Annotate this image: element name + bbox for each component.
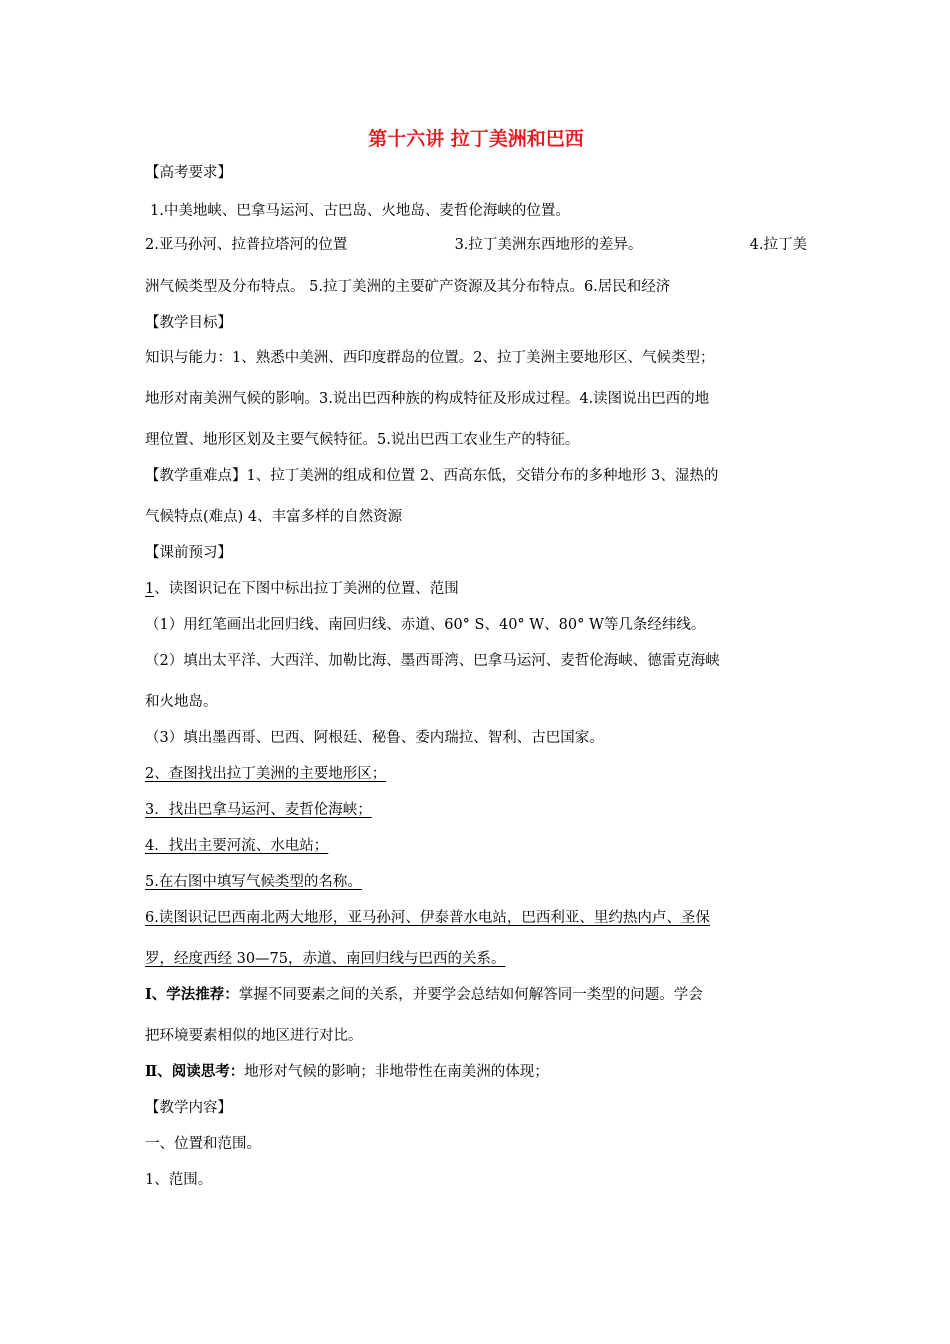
document-page: [145, 0, 807, 1344]
reading-line: [145, 1062, 549, 1082]
content-subsection-1-1: 1、范围。: [145, 1172, 213, 1188]
goal-line-3: 理位置、地形区划及主要气候特征。5.说出巴西工农业生产的特征。: [145, 432, 580, 448]
preview-item-1b: （2）填出太平洋、大西洋、加勒比海、墨西哥湾、巴拿马运河、麦哲伦海峡、德雷克海峡: [145, 653, 720, 669]
preview-item-4: 4．找出主要河流、水电站；: [145, 838, 329, 854]
key-points-line-1: 【教学重难点】1、拉丁美洲的组成和位置 2、西高东低，交错分布的多种地形 3、湿热的: [145, 468, 719, 484]
preview-item-5: 5.在右图中填写气候类型的名称。: [145, 874, 362, 890]
preview-item-1c: （3）填出墨西哥、巴西、阿根廷、秘鲁、委内瑞拉、智利、古巴国家。: [145, 730, 604, 746]
goal-line-1: 知识与能力：1、熟悉中美洲、西印度群岛的位置。2、拉丁美洲主要地形区、气候类型；: [145, 350, 715, 366]
preview-item-1a: （1）用红笔画出北回归线、南回归线、赤道、60° S、40° W、80° W等几条经纬线。: [145, 617, 706, 633]
preview-item-3: 3．找出巴拿马运河、麦哲伦海峡；: [145, 802, 372, 818]
gaokao-item-3: 3.拉丁美洲东西地形的差异。: [454, 237, 643, 253]
reading-label: Ⅱ、阅读思考：: [145, 1063, 245, 1080]
preview-item-6-line-1: 6.读图识记巴西南北两大地形，亚马孙河、伊泰普水电站，巴西利亚、里约热内卢、圣保: [145, 910, 710, 926]
goal-heading: 【教学目标】: [145, 315, 232, 331]
preview-item-1b-cont: 和火地岛。: [145, 694, 218, 710]
gaokao-item-4: 4.拉丁美: [749, 237, 807, 253]
preview-heading: 【课前预习】: [145, 545, 232, 561]
method-line-1: [145, 985, 703, 1005]
preview-item-6-line-2: 罗，经度西经 30—75，赤道、南回归线与巴西的关系。: [145, 951, 506, 967]
content-heading: 【教学内容】: [145, 1100, 232, 1116]
goal-line-2: 地形对南美洲气候的影响。3.说出巴西种族的构成特征及形成过程。4.读图说出巴西的地: [145, 391, 710, 407]
gaokao-item-row-2: [145, 235, 807, 255]
preview-item-2: 2、查图找出拉丁美洲的主要地形区；: [145, 766, 387, 782]
gaokao-item-row-3: 洲气候类型及分布特点。 5.拉丁美洲的主要矿产资源及其分布特点。6.居民和经济: [145, 279, 671, 295]
preview-item-1-text: 、读图识记在下图中标出拉丁美洲的位置、范围: [154, 581, 459, 597]
key-points-line-2: 气候特点(难点) 4、丰富多样的自然资源: [145, 509, 403, 525]
preview-item-1-number: 1: [145, 581, 155, 597]
reading-text: 地形对气候的影响；非地带性在南美洲的体现；: [244, 1064, 549, 1080]
method-line-2: 把环境要素相似的地区进行对比。: [145, 1028, 363, 1044]
gaokao-heading: 【高考要求】: [145, 165, 232, 181]
gaokao-item-2: 2.亚马孙河、拉普拉塔河的位置: [145, 237, 348, 253]
preview-item-1: [145, 579, 459, 599]
gaokao-item-1: 1.中美地峡、巴拿马运河、古巴岛、火地岛、麦哲伦海峡的位置。: [150, 203, 570, 219]
page-title: 第十六讲 拉丁美洲和巴西: [368, 128, 584, 150]
content-section-1: 一、位置和范围。: [145, 1136, 261, 1152]
method-label: Ⅰ、学法推荐：: [145, 986, 239, 1003]
method-text: 掌握不同要素之间的关系，并要学会总结如何解答同一类型的问题。学会: [238, 987, 703, 1003]
